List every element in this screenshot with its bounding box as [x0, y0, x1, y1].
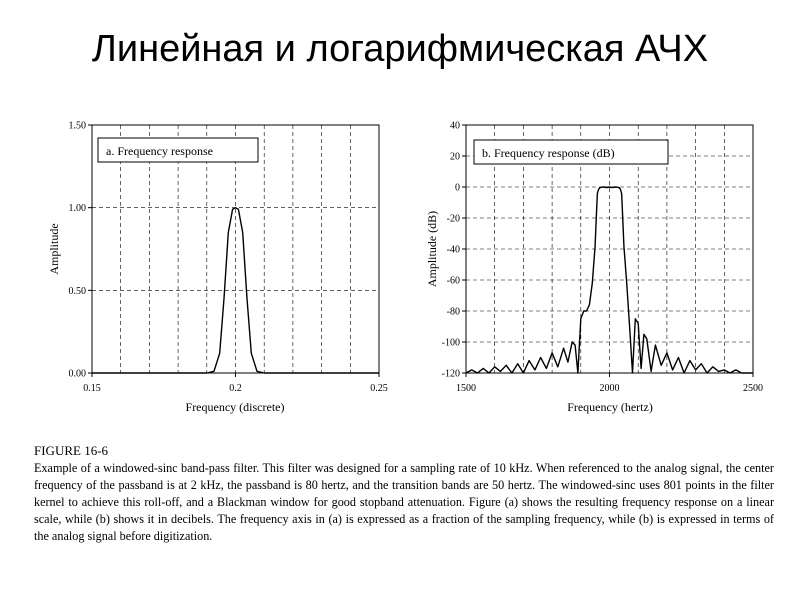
- x-tick-label: 0.2: [229, 383, 242, 394]
- x-axis-title-b: Frequency (hertz): [567, 400, 653, 414]
- y-tick-label: 1.50: [68, 120, 86, 132]
- x-tick-label: 0.15: [83, 383, 101, 394]
- y-tick-label: 20: [450, 151, 460, 163]
- legend-text-a: a. Frequency response: [106, 144, 213, 158]
- y-tick-label: 0.50: [68, 285, 86, 297]
- legend-text-b: b. Frequency response (dB): [482, 146, 615, 160]
- x-axis-title-a: Frequency (discrete): [185, 400, 285, 414]
- slide-title: Линейная и логарифмическая АЧХ: [91, 28, 709, 70]
- x-tick-label: 1500: [456, 383, 476, 394]
- figure-text: Example of a windowed-sinc band-pass filter. This filter was designed for a sampling rate of 10 kHz. When referenced to the analog signal, the center frequency of the passband is at 2 kHz, the passband is 80 hertz, and the transition bands are 50 hertz. The windowed-sinc uses 801 points in the filter kernel to achieve this roll-off, and a Blackman window for good stopband attenuation. Figure (a) shows the resulting frequency response on a linear scale, while (b) shows it in decibels. The frequency axis in (a) is expressed as a fraction of the sampling frequency, while (b) is expressed in terms of the analog signal before digitization.: [34, 461, 774, 543]
- figure-caption: [34, 442, 774, 545]
- y-tick-label: -60: [446, 275, 460, 287]
- figure-label: FIGURE 16-6: [34, 443, 109, 458]
- y-tick-label: -20: [446, 213, 460, 225]
- y-tick-label: 1.00: [68, 203, 86, 215]
- y-tick-label: -100: [441, 337, 460, 349]
- y-tick-label: 0: [455, 182, 460, 194]
- x-tick-label: 2500: [743, 383, 763, 394]
- x-tick-label: 0.25: [370, 383, 388, 394]
- y-axis-title-a: Amplitude: [47, 223, 61, 275]
- y-tick-label: -120: [441, 368, 460, 380]
- y-tick-label: 40: [450, 120, 460, 132]
- y-tick-label: -80: [446, 306, 460, 318]
- y-tick-label: 0.00: [68, 368, 86, 380]
- x-tick-label: 2000: [599, 383, 620, 394]
- y-tick-label: -40: [446, 244, 460, 256]
- y-axis-title-b: Amplitude (dB): [425, 210, 439, 288]
